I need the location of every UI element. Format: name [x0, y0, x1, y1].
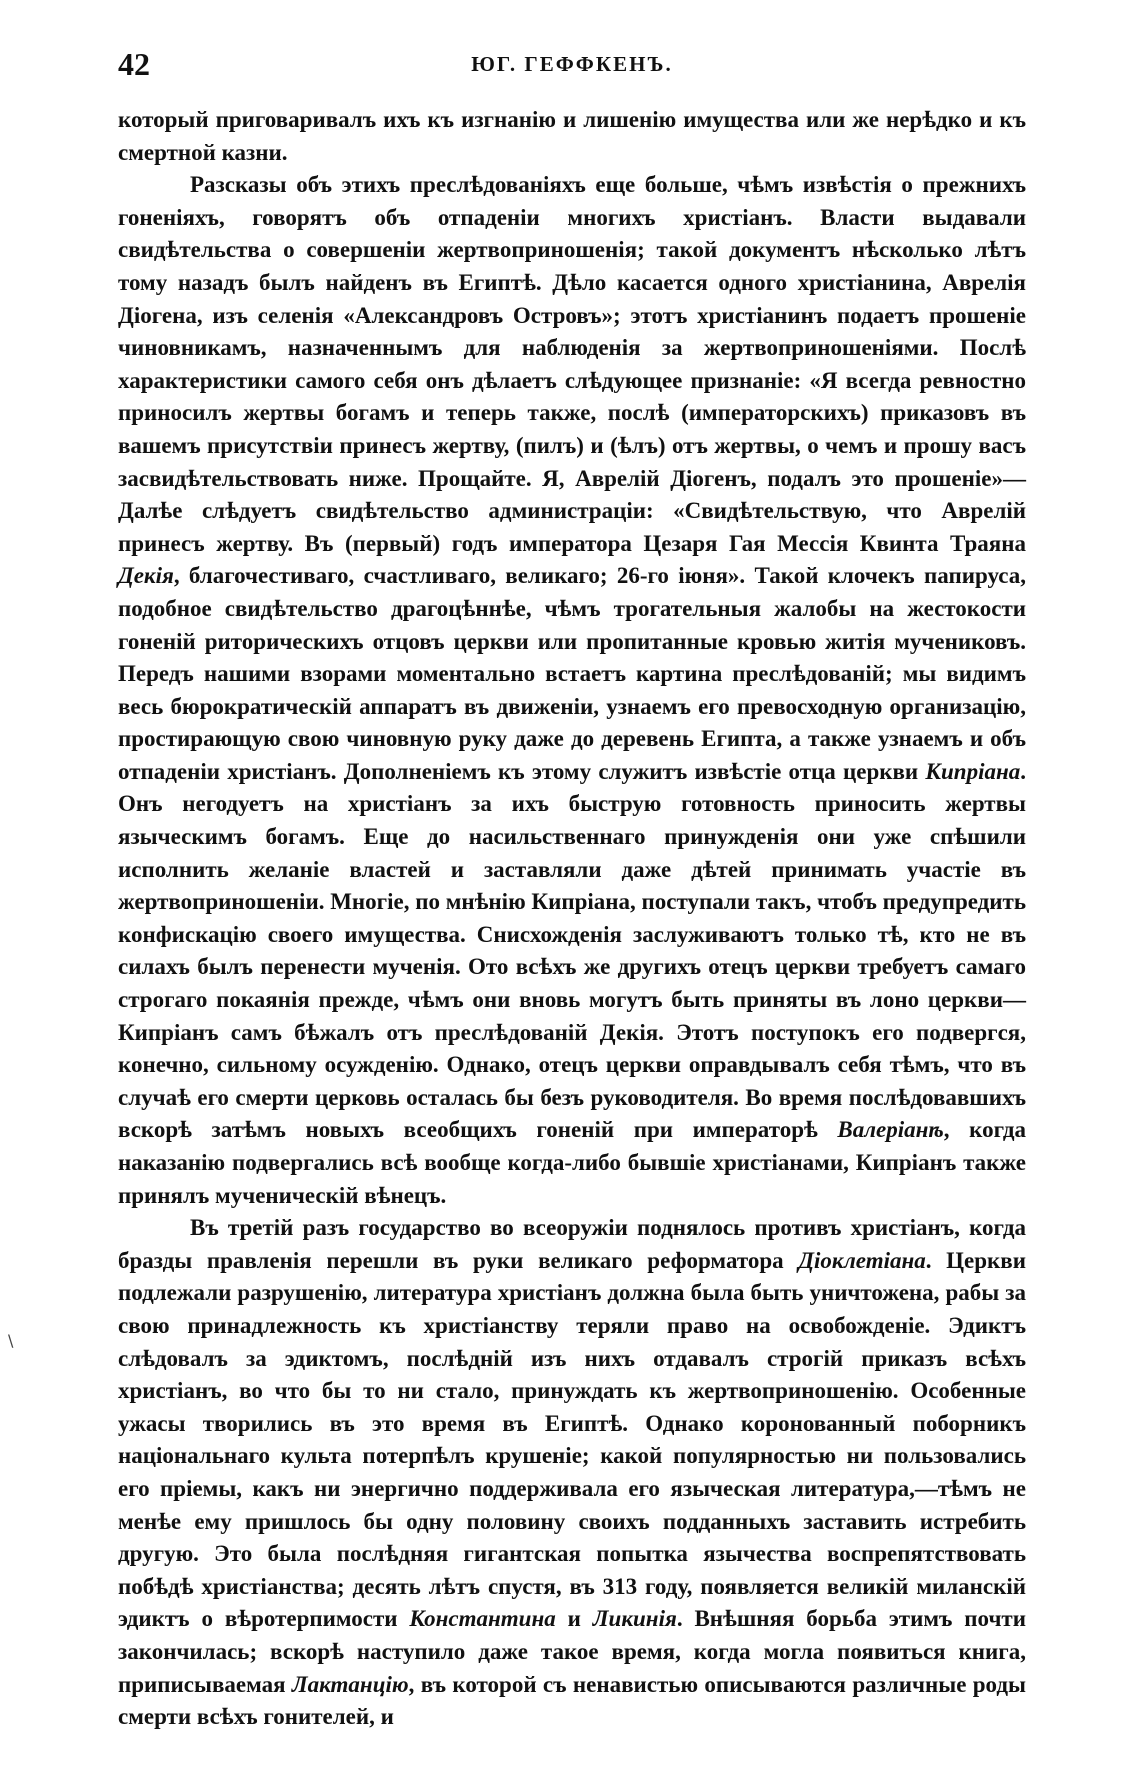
page-header	[118, 44, 1026, 84]
italic-name: Кипріана	[925, 758, 1021, 784]
paragraph	[118, 1212, 1026, 1734]
text-run: . Церкви подлежали разрушенію, литература христіанъ должна была быть уничтожена, рабы за свою принадлежность къ христіанству теряли право на освобожденіе. Эдиктъ слѣдовалъ за эдиктомъ, послѣдній изъ нихъ отдавалъ строгій приказъ всѣхъ христіанъ, во что бы то ни стало, принуждать къ жертвоприношенію. Особенные ужасы творились въ это время въ Египтѣ. Однако коронованный поборникъ національнаго культа потерпѣлъ крушеніе; какой популярностью ни пользовались его пріемы, какъ ни энергично поддерживала его языческая литература,—тѣмъ не менѣе ему пришлось бы одну половину своихъ подданныхъ заставить истребить другую. Это была послѣдняя гигантская попытка язычества воспрепятствовать побѣдѣ христіанства; десять лѣтъ спустя, въ 313 году, появляется великій миланскій эдиктъ о вѣротерпимости	[118, 1247, 1026, 1632]
italic-name: Декія	[118, 563, 174, 589]
italic-name: Лактанцію	[291, 1671, 409, 1697]
body-text	[118, 104, 1026, 1734]
paragraph	[118, 169, 1026, 1212]
page-number: 42	[118, 46, 150, 82]
paragraph	[118, 104, 1026, 169]
text-run: . Онъ негодуетъ на христіанъ за ихъ быструю готовность приносить жертвы языческимъ богамъ. Еще до насильственнаго принужденія они уже спѣшили исполнить желаніе властей и заставляли даже дѣтей принимать участіе въ жертвоприношеніи. Многіе, по мнѣнію Кипріана, поступали такъ, чтобъ предупредить конфискацію своего имущества. Снисхожденія заслуживаютъ только тѣ, кто не въ силахъ былъ перенести мученія. Ото всѣхъ же другихъ отецъ церкви требуетъ самаго строгаго покаянія прежде, чѣмъ они вновь могутъ быть приняты въ лоно церкви—Кипріанъ самъ бѣжалъ отъ преслѣдованій Декія. Этотъ поступокъ его подвергся, конечно, сильному осужденію. Однако, отецъ церкви оправдывалъ себя тѣмъ, что въ случаѣ его смерти церковь осталась бы безъ руководителя. Во время послѣдовавшихъ вскорѣ затѣмъ новыхъ всеобщихъ гоненій при императорѣ	[118, 758, 1026, 1143]
italic-name: Діоклетіана	[798, 1247, 926, 1273]
text-run: , когда наказанію подвергались всѣ вообще когда-либо бывшіе христіанами, Кипріанъ также принялъ мученическій вѣнецъ.	[118, 1117, 1027, 1208]
italic-name: Валеріанѣ	[837, 1117, 944, 1143]
italic-name: Константина	[409, 1606, 556, 1632]
italic-name: Ликинія	[592, 1606, 677, 1632]
text-run: . Внѣшняя борьба этимъ почти закончилась; вскорѣ наступило даже такое время, когда могла появиться книга, приписываемая	[118, 1606, 1026, 1697]
stray-margin-mark: \	[8, 1331, 14, 1350]
text-run: Въ третій разъ государство во всеоружіи поднялось противъ христіанъ, когда бразды правленія перешли въ руки великаго реформатора	[118, 1215, 1026, 1273]
text-run: и	[555, 1606, 593, 1632]
text-run: , въ которой съ ненавистью описываются различные роды смерти всѣхъ гонителей, и	[118, 1671, 1026, 1730]
text-run: Разсказы объ этихъ преслѣдованіяхъ еще больше, чѣмъ извѣстія о прежнихъ гоненіяхъ, говорятъ объ отпаденіи многихъ христіанъ. Власти выдавали свидѣтельства о совершеніи жертвоприношенія; такой документъ нѣсколько лѣтъ тому назадъ былъ найденъ въ Египтѣ. Дѣло касается одного христіанина, Аврелія Діогена, изъ селенія «Александровъ Островъ»; этотъ христіанинъ подаетъ прошеніе чиновникамъ, назначеннымъ для наблюденія за жертвоприношеніями. Послѣ характеристики самого себя онъ дѣлаетъ слѣдующее признаніе: «Я всегда ревностно приносилъ жертвы богамъ и теперь также, послѣ (императорскихъ) приказовъ въ вашемъ присутствіи принесъ жертву, (пилъ) и (ѣлъ) отъ жертвы, о чемъ и прошу васъ засвидѣтельствовать ниже. Прощайте. Я, Аврелій Діогенъ, подалъ это прошеніе»—Далѣе слѣдуетъ свидѣтельство администраціи: «Свидѣтельствую, что Аврелій принесъ жертву. Въ (первый) годъ императора Цезаря Гая Мессія Квинта Траяна	[118, 172, 1026, 556]
text-run: , благочестиваго, счастливаго, великаго; 26-го іюня». Такой клочекъ папируса, подобное свидѣтельство драгоцѣннѣе, чѣмъ трогательныя жалобы на жестокости гоненій риторическихъ отцовъ церкви или пропитанные кровью житія мучениковъ. Передъ нашими взорами моментально встаетъ картина преслѣдованій; мы видимъ весь бюрократическій аппаратъ въ движеніи, узнаемъ его превосходную организацію, простирающую свою чиновную руку даже до деревень Египта, а также узнаемъ и объ отпаденіи христіанъ. Дополненіемъ къ этому служитъ извѣстіе отца церкви	[118, 563, 1026, 784]
running-head: ЮГ. ГЕФФКЕНЪ.	[471, 52, 673, 76]
text-run: который приговаривалъ ихъ къ изгнанію и лишенію имущества или же нерѣдко и къ смертной казни.	[118, 107, 1026, 165]
